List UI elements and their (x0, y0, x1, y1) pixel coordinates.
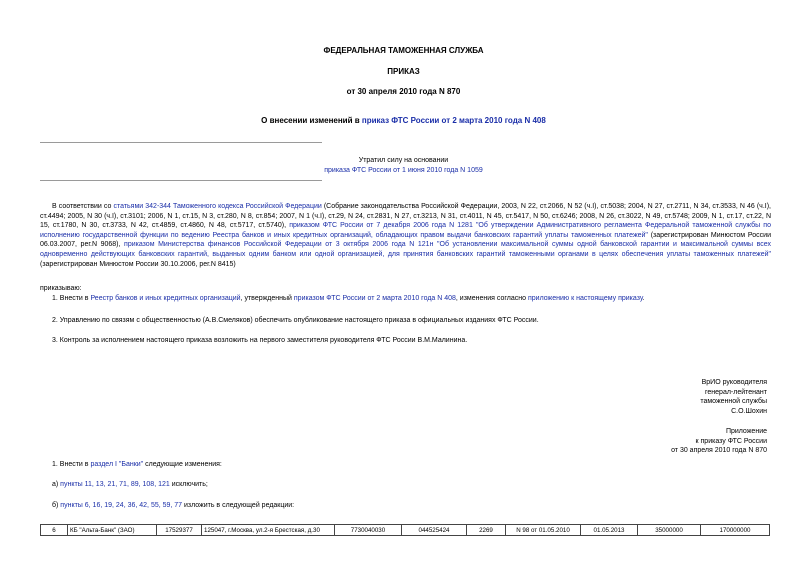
table-cell: 044525424 (402, 525, 467, 536)
change-a (52, 481, 208, 488)
change-1 (52, 461, 222, 468)
preamble-text-3: (зарегистрирован Минюстом России 06.03.2007, рег.N 9068), (40, 231, 771, 249)
appendix-link[interactable]: приложению к настоящему приказу (527, 295, 643, 302)
signature-line-1: ВрИО руководителя (701, 379, 767, 386)
order-word: приказываю: (40, 285, 82, 292)
change-a-text-2: исключить; (169, 481, 208, 488)
change-b-text-2: изложить в следующей редакции: (182, 502, 295, 509)
items-to-restate-link[interactable]: пункты 6, 16, 19, 24, 36, 42, 55, 59, 77 (60, 502, 183, 509)
preamble-text-2: (Собрание законодательства Российской Федерации, 2003, N 22, ст.2066, N 52 (ч.I), ст.5038; 2004, N 27, ст.2711, N 34, ст.3533, N 46 (ч.I), ст.4494; 2005, N 30 (ч.I), ст.3101; 2006, N 1, ст.15, N 3, ст.280, N 8, ст.854; 2007, N 1 (ч.I), ст.29, N 24, ст.2831, N 27, ст.3213, N 31, ст.4011, N 45, ст.5417, N 50, ст.6246; 2008, N 26, ст.3022, N 49, ст.5748; 2009, N 1, ст.17, ст.22, N 15, ст.1780, N 30, ст.3733, N 42, ст.4859, ст.4860, N 48, ст.5717, ст.5740), (40, 203, 771, 230)
bank-registry-link[interactable]: Реестр банков и иных кредитных организаций (90, 295, 241, 302)
appendix-header (671, 427, 767, 456)
items-to-remove-link[interactable]: пункты 11, 13, 21, 71, 89, 108, 121 (60, 481, 170, 488)
table-cell: N 98 от 01.05.2010 (506, 525, 581, 536)
appendix-line-2: к приказу ФТС России (695, 437, 767, 445)
order-item-3: 3. Контроль за исполнением настоящего приказа возложить на первого заместителя руководителя ФТС России В.М.Малинина. (52, 337, 468, 344)
table-cell: 2269 (467, 525, 506, 536)
item1-text-3: , изменения согласно (455, 295, 528, 302)
order-item-1 (52, 295, 645, 302)
section-banks-link[interactable]: раздел I "Банки" (90, 461, 144, 468)
table-cell: 35000000 (638, 525, 701, 536)
agency-name: ФЕДЕРАЛЬНАЯ ТАМОЖЕННАЯ СЛУЖБА (323, 46, 484, 55)
item1-text-1: 1. Внести в (52, 295, 91, 302)
doc-date: от 30 апреля 2010 года N 870 (346, 87, 461, 96)
signature-line-4: С.О.Шохин (731, 407, 767, 415)
change-1-text-1: 1. Внести в (52, 461, 91, 468)
divider-top (40, 142, 322, 143)
preamble-paragraph (40, 202, 771, 269)
table-row (41, 525, 770, 536)
table-cell: 01.05.2013 (581, 525, 638, 536)
fts-order-408-link[interactable]: приказом ФТС России от 2 марта 2010 года N 408 (293, 295, 456, 302)
appendix-line-3: от 30 апреля 2010 года N 870 (671, 447, 767, 455)
table-cell: КБ "Альта-Банк" (ЗАО) (68, 525, 157, 536)
status-block (0, 156, 807, 175)
table-cell: 170000000 (701, 525, 770, 536)
table-cell: 125047, г.Москва, ул.2-я Брестская, д.30 (202, 525, 335, 536)
customs-code-link[interactable]: статьями 342-344 Таможенного кодекса Российской Федерации (113, 203, 322, 210)
appendix-line-1: Приложение (725, 428, 767, 435)
signature-block (700, 378, 767, 416)
preamble-text-1: В соответствии со (52, 203, 114, 210)
doc-title-link[interactable]: приказ ФТС России от 2 марта 2010 года N 408 (361, 116, 546, 125)
status-link[interactable]: приказа ФТС России от 1 июня 2010 года N 1059 (324, 166, 483, 174)
divider-bottom (40, 180, 322, 181)
item1-text-4: . (642, 295, 645, 302)
bank-table (40, 524, 770, 536)
change-b-text-1: б) (52, 502, 61, 509)
doc-title (0, 116, 807, 125)
doc-type: ПРИКАЗ (387, 67, 420, 76)
signature-line-2: генерал-лейтенант (705, 388, 767, 396)
table-cell: 7730040030 (335, 525, 402, 536)
preamble-text-4: (зарегистрирован Минюстом России 30.10.2006, рег.N 8415) (40, 260, 236, 268)
order-item-2: 2. Управлению по связям с общественностью (А.В.Смеляков) обеспечить опубликование настоящего приказа в официальных изданиях ФТС России. (52, 317, 539, 324)
change-1-text-2: следующие изменения: (143, 461, 222, 468)
minfin-order-121n-link[interactable]: приказом Министерства финансов Российской Федерации от 3 октября 2006 года N 121н "Об установлении максимальной суммы одной банковской гарантии и максимальной суммы всех одновременно действующих банковских гарантий, выданных одним банком или одной организацией, для принятия банковских гарантий таможенными органами в целях обеспечения уплаты таможенных платежей" (40, 241, 771, 258)
item1-text-2: , утвержденный (240, 295, 294, 302)
fts-order-1281-link[interactable]: приказом ФТС России от 7 декабря 2006 года N 1281 "Об утверждении Административного регламента Федеральной таможенной службы по исполнению государственной функции по ведению Реестра банков и иных кредитных организаций, обладающих правом выдачи банковских гарантий уплаты таможенных платежей" (40, 222, 771, 239)
doc-title-prefix: О внесении изменений в (261, 116, 362, 125)
signature-line-3: таможенной службы (700, 398, 767, 406)
change-b (52, 502, 294, 509)
table-cell: 6 (41, 525, 68, 536)
table-cell: 17529377 (157, 525, 202, 536)
change-a-text-1: а) (52, 481, 61, 488)
status-text: Утратил силу на основании (358, 157, 449, 164)
